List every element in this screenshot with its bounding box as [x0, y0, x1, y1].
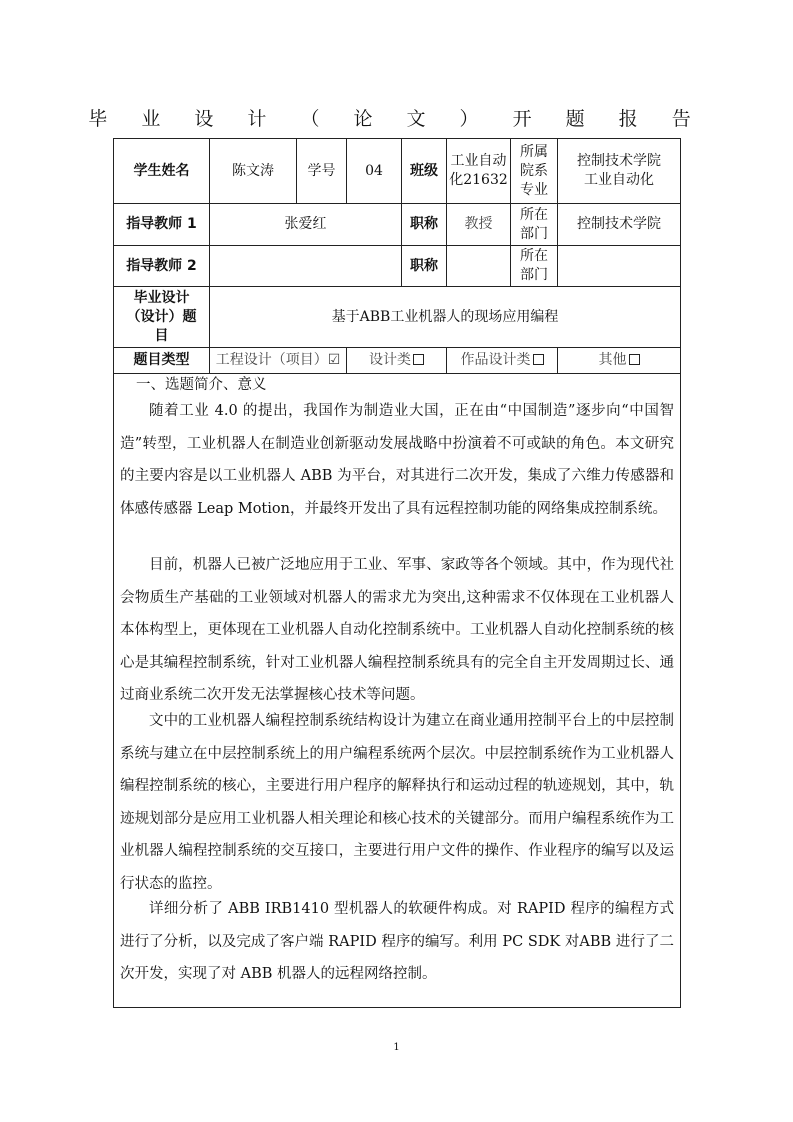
page-number: 1: [393, 1042, 400, 1053]
advisor2-name: [210, 246, 402, 287]
topic-type-label: 题目类型: [114, 348, 210, 374]
topic-label: 毕业设计 （设计）题 目: [114, 287, 210, 348]
advisor2-unit-label: 所在 部门: [511, 246, 558, 287]
type-option-engineering: 工程设计（项目）☑: [210, 348, 347, 374]
advisor1-row: [114, 204, 681, 246]
section-heading: 一、选题简介、意义: [136, 377, 267, 393]
advisor1-label: 指导教师 1: [114, 204, 210, 246]
student-id-label: 学号: [297, 139, 347, 204]
advisor1-unit-label: 所在 部门: [511, 204, 558, 246]
advisor2-row: [114, 246, 681, 287]
student-name-value: 陈文涛: [210, 139, 297, 204]
topic-value: 基于ABB工业机器人的现场应用编程: [210, 287, 681, 348]
topic-type-row: [114, 348, 681, 374]
department-label: 所属 院系 专业: [511, 139, 558, 204]
advisor2-rank-value: [447, 246, 511, 287]
checkbox-icon: [629, 354, 640, 365]
advisor1-rank-value: 教授: [447, 204, 511, 246]
student-name-label: 学生姓名: [114, 139, 210, 204]
advisor1-rank-label: 职称: [402, 204, 447, 246]
page-title: 毕 业 设 计 （ 论 文 ） 开 题 报 告: [88, 108, 705, 130]
advisor1-unit-value: 控制技术学院: [558, 204, 681, 246]
type-option-other: 其他: [558, 348, 681, 374]
checkbox-icon: [533, 354, 544, 365]
topic-row: [114, 287, 681, 348]
paragraph-1: 随着工业 4.0 的提出，我国作为制造业大国，正在由“中国制造”逐步向“中国智造”转型，工业机器人在制造业创新驱动发展战略中扮演着不可或缺的角色。本文研究的主要内容是以工业机器人 ABB 为平台，对其进行二次开发，集成了六维力传感器和体感传感器 Leap Motion，并最终开发出了具有远程控制功能的网络集成控制系统。: [120, 403, 674, 517]
proposal-info-table: [113, 138, 681, 374]
class-value: 工业自动 化21632: [447, 139, 511, 204]
checkbox-icon: [413, 354, 424, 365]
student-id-value: 04: [347, 139, 402, 204]
advisor2-rank-label: 职称: [402, 246, 447, 287]
paragraph-4: 详细分析了 ABB IRB1410 型机器人的软硬件构成。对 RAPID 程序的编程方式进行了分析，以及完成了客户端 RAPID 程序的编写。利用 PC SDK 对ABB 进行了二次开发，实现了对 ABB 机器人的远程网络控制。: [120, 901, 674, 982]
student-row: [114, 139, 681, 204]
type-option-design: 设计类: [347, 348, 447, 374]
advisor1-name: 张爱红: [210, 204, 402, 246]
paragraph-2: 目前，机器人已被广泛地应用于工业、军事、家政等各个领域。其中，作为现代社会物质生产基础的工业领域对机器人的需求尤为突出,这种需求不仅体现在工业机器人本体构型上，更体现在工业机器人自动化控制系统中。工业机器人自动化控制系统的核心是其编程控制系统，针对工业机器人编程控制系统具有的完全自主开发周期过长、通过商业系统二次开发无法掌握核心技术等问题。: [120, 557, 674, 703]
department-value: 控制技术学院 工业自动化: [558, 139, 681, 204]
intro-section: [113, 373, 681, 1008]
paragraph-3: 文中的工业机器人编程控制系统结构设计为建立在商业通用控制平台上的中层控制系统与建立在中层控制系统上的用户编程系统两个层次。中层控制系统作为工业机器人编程控制系统的核心，主要进行用户程序的解释执行和运动过程的轨迹规划，其中，轨迹规划部分是应用工业机器人相关理论和核心技术的关键部分。而用户编程系统作为工业机器人编程控制系统的交互接口，主要进行用户文件的操作、作业程序的编写以及运行状态的监控。: [120, 713, 674, 892]
advisor2-label: 指导教师 2: [114, 246, 210, 287]
advisor2-unit-value: [558, 246, 681, 287]
type-option-product: 作品设计类: [447, 348, 558, 374]
class-label: 班级: [402, 139, 447, 204]
